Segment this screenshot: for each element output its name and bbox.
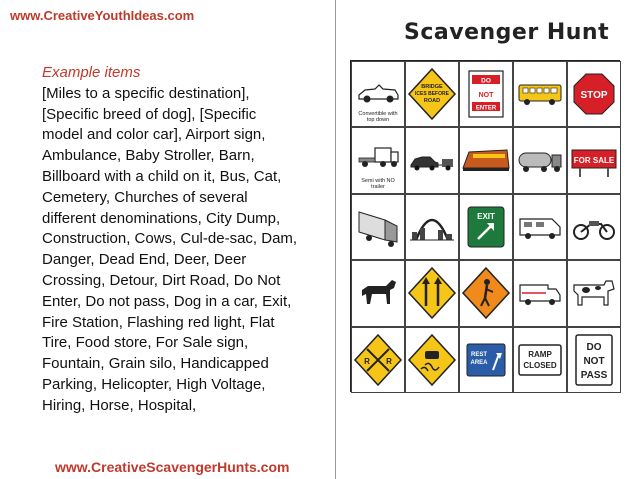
slippery-road-sign-icon <box>407 333 457 387</box>
card-cell[interactable] <box>567 127 621 193</box>
items-line: Construction, Cows, Cul-de-sac, Dam, <box>42 230 298 248</box>
card-cell[interactable] <box>513 327 567 393</box>
sign-text: R <box>364 356 370 366</box>
scavenger-hunt-title: Scavenger Hunt <box>404 20 610 45</box>
sign-text: ENTER <box>475 105 497 112</box>
card-cell[interactable] <box>459 260 513 326</box>
stop-sign-icon <box>572 72 616 116</box>
construction-worker-sign-icon <box>461 266 511 320</box>
railroad-crossing-sign-icon <box>353 333 403 387</box>
do-not-enter-sign-icon <box>467 69 505 119</box>
items-line: [Specific breed of dog], [Specific <box>42 105 257 123</box>
card-cell[interactable] <box>351 260 405 326</box>
card-cell[interactable] <box>513 127 567 193</box>
card-cell[interactable] <box>351 327 405 393</box>
sign-text: EXIT <box>477 211 495 221</box>
card-cell[interactable] <box>513 194 567 260</box>
card-cell[interactable] <box>459 61 513 127</box>
items-line: Tire, Food store, For Sale sign, <box>42 334 249 352</box>
items-line: Fire Station, Flashing red light, Flat <box>42 313 275 331</box>
sign-text: BRIDGE <box>421 84 443 91</box>
card-cell[interactable] <box>459 194 513 260</box>
ambulance-icon <box>516 277 564 309</box>
card-cell[interactable] <box>405 327 459 393</box>
card-cell[interactable] <box>459 327 513 393</box>
items-line: Crossing, Detour, Dirt Road, Do Not <box>42 271 281 289</box>
items-heading: Example items <box>42 64 141 81</box>
card-cell[interactable] <box>567 61 621 127</box>
cell-caption: Convertible with top down <box>358 111 398 124</box>
semi-truck-icon <box>355 144 401 178</box>
sign-text: FOR SALE <box>573 155 615 165</box>
card-cell[interactable] <box>513 260 567 326</box>
sign-text: AREA <box>470 359 488 366</box>
card-cell[interactable] <box>405 260 459 326</box>
sign-text: CLOSED <box>523 360 557 370</box>
tanker-truck-icon <box>516 145 564 177</box>
rest-area-sign-icon <box>465 342 507 378</box>
sign-text: R <box>386 356 392 366</box>
site-link-top[interactable]: www.CreativeYouthIdeas.com <box>10 8 195 23</box>
card-cell[interactable] <box>405 61 459 127</box>
rv-motorhome-icon <box>516 211 564 243</box>
items-line: Hiring, Horse, Hospital, <box>42 396 197 414</box>
items-line: Enter, Do not pass, Dog in a car, Exit, <box>42 292 292 310</box>
school-bus-icon <box>516 79 564 109</box>
cow-icon <box>570 273 618 313</box>
items-line: Parking, Helicopter, High Voltage, <box>42 375 266 393</box>
card-cell[interactable] <box>351 61 405 127</box>
sign-text: RAMP <box>528 349 552 359</box>
card-cell[interactable] <box>567 194 621 260</box>
card-cell[interactable] <box>459 127 513 193</box>
bridge-ices-sign-icon <box>407 67 457 121</box>
do-not-pass-sign-icon <box>574 333 614 387</box>
sign-text: REST <box>470 351 488 358</box>
items-line: different denominations, City Dump, <box>42 209 281 227</box>
train-icon <box>461 144 511 178</box>
items-line: model and color car], Airport sign, <box>42 126 266 144</box>
card-cell[interactable] <box>405 194 459 260</box>
sign-text: STOP <box>580 90 608 102</box>
sign-text: NOT <box>583 355 605 367</box>
items-line: Billboard with a child on it, Bus, Cat, <box>42 167 282 185</box>
card-cell[interactable] <box>567 260 621 326</box>
ramp-closed-sign-icon <box>517 343 563 377</box>
car-with-trailer-icon <box>408 149 456 173</box>
site-link-bottom[interactable]: www.CreativeScavengerHunts.com <box>55 459 290 475</box>
convertible-car-icon <box>355 77 401 111</box>
motorcycle-icon <box>571 212 617 242</box>
card-cell[interactable] <box>513 61 567 127</box>
card-cell[interactable] <box>405 127 459 193</box>
items-line: [Miles to a specific destination], <box>42 84 250 102</box>
example-items-list <box>42 63 327 417</box>
sign-text: ICES BEFORE <box>415 91 449 98</box>
box-truck-icon <box>355 206 401 248</box>
items-line: Fountain, Grain silo, Handicapped <box>42 355 269 373</box>
sign-text: ROAD <box>423 98 441 105</box>
sign-text: DO <box>586 341 602 353</box>
page-divider <box>335 0 336 479</box>
sign-text: NOT <box>478 92 494 100</box>
items-line: Cemetery, Churches of several <box>42 188 248 206</box>
card-cell[interactable] <box>567 327 621 393</box>
items-line: Ambulance, Baby Stroller, Barn, <box>42 147 255 165</box>
cell-caption: Semi with NO trailer <box>361 177 395 190</box>
arch-skyline-icon <box>408 206 456 248</box>
for-sale-sign-icon <box>570 144 618 178</box>
items-line: Danger, Dead End, Deer, Deer <box>42 251 247 269</box>
sign-text: DO <box>481 77 491 85</box>
sign-text: PASS <box>580 369 608 381</box>
card-cell[interactable] <box>351 194 405 260</box>
merge-sign-icon <box>407 266 457 320</box>
scavenger-hunt-card <box>350 60 620 392</box>
exit-sign-icon <box>466 205 506 249</box>
horse-icon <box>354 274 402 312</box>
card-cell[interactable] <box>351 127 405 193</box>
